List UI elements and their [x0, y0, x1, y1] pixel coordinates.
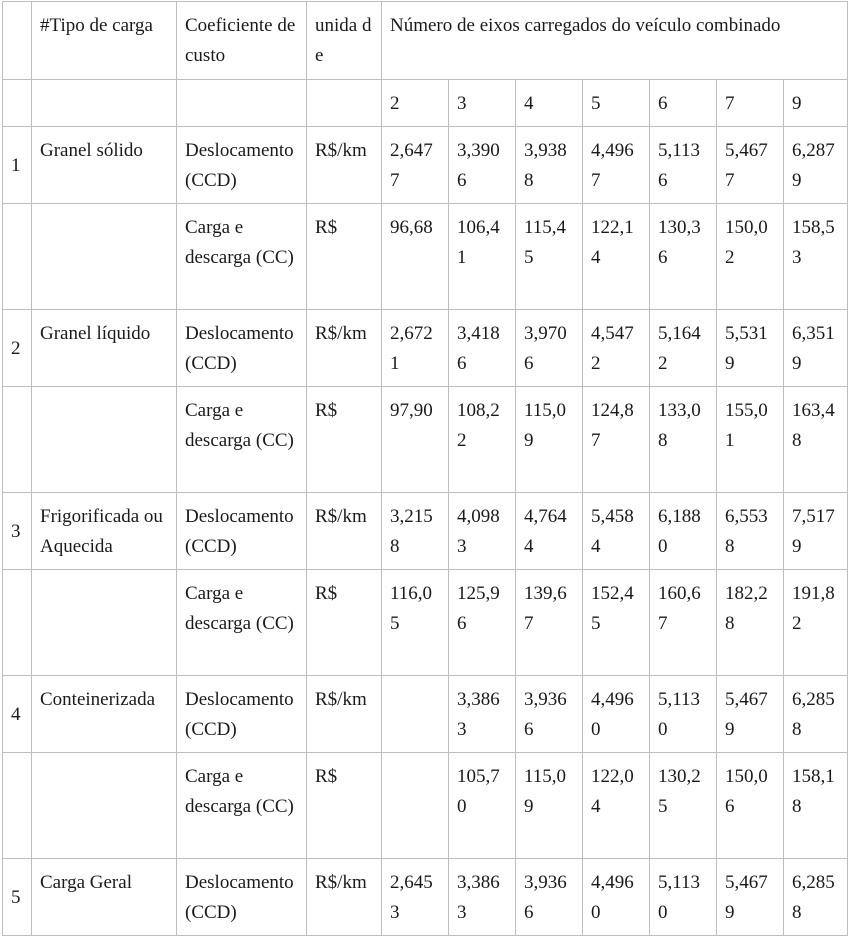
axle-number-cell: 3 [449, 80, 516, 127]
cost-value-cell: 3,9706 [516, 310, 583, 387]
cost-coefficient-cell: Deslocamento (CCD) [177, 127, 307, 204]
cost-value-cell: 5,4677 [717, 127, 784, 204]
data-row [3, 570, 848, 676]
data-row [3, 753, 848, 859]
cost-value-cell: 4,5472 [583, 310, 650, 387]
unit-cell: R$ [307, 204, 382, 310]
cargo-type-cell [32, 204, 177, 310]
cargo-type-cell: Granel líquido [32, 310, 177, 387]
cost-value-cell: 163,48 [784, 387, 848, 493]
data-row [3, 859, 848, 936]
cost-value-cell: 155,01 [717, 387, 784, 493]
table-body [3, 2, 848, 936]
cost-value-cell: 122,14 [583, 204, 650, 310]
cost-value-cell: 4,7644 [516, 493, 583, 570]
cost-value-cell: 158,18 [784, 753, 848, 859]
data-row [3, 493, 848, 570]
cost-value-cell: 150,02 [717, 204, 784, 310]
header-axle-count: Número de eixos carregados do veículo combinado [382, 2, 848, 80]
cost-value-cell [382, 753, 449, 859]
axle-number-row [3, 80, 848, 127]
row-number-cell [3, 753, 32, 859]
unit-cell: R$ [307, 570, 382, 676]
row-number-cell [3, 204, 32, 310]
row-number-cell: 5 [3, 859, 32, 936]
cargo-type-cell: Carga Geral [32, 859, 177, 936]
cost-value-cell: 191,82 [784, 570, 848, 676]
cost-value-cell: 5,1130 [650, 676, 717, 753]
axle-blank-cell [32, 80, 177, 127]
cost-value-cell: 150,06 [717, 753, 784, 859]
cost-value-cell: 96,68 [382, 204, 449, 310]
row-number-cell: 3 [3, 493, 32, 570]
cost-value-cell: 2,6721 [382, 310, 449, 387]
cost-value-cell: 115,45 [516, 204, 583, 310]
cost-value-cell: 108,22 [449, 387, 516, 493]
cost-value-cell: 106,41 [449, 204, 516, 310]
header-unit: unida de [307, 2, 382, 80]
cargo-type-cell [32, 570, 177, 676]
cost-value-cell: 6,1880 [650, 493, 717, 570]
cargo-type-cell [32, 387, 177, 493]
cost-value-cell: 5,5319 [717, 310, 784, 387]
cost-value-cell: 4,0983 [449, 493, 516, 570]
cost-value-cell: 124,87 [583, 387, 650, 493]
unit-cell: R$/km [307, 493, 382, 570]
row-number-cell [3, 570, 32, 676]
cost-value-cell: 5,4679 [717, 859, 784, 936]
header-cost-coefficient: Coeficiente de custo [177, 2, 307, 80]
row-number-cell: 1 [3, 127, 32, 204]
cost-value-cell: 4,4967 [583, 127, 650, 204]
unit-cell: R$/km [307, 310, 382, 387]
cost-coefficient-cell: Deslocamento (CCD) [177, 859, 307, 936]
unit-cell: R$/km [307, 127, 382, 204]
data-row [3, 310, 848, 387]
cost-value-cell: 3,3906 [449, 127, 516, 204]
unit-cell: R$/km [307, 859, 382, 936]
cost-value-cell: 139,67 [516, 570, 583, 676]
cost-value-cell: 158,53 [784, 204, 848, 310]
cost-coefficient-cell: Carga e descarga (CC) [177, 387, 307, 493]
row-number-cell: 2 [3, 310, 32, 387]
cost-value-cell: 152,45 [583, 570, 650, 676]
cost-value-cell: 116,05 [382, 570, 449, 676]
cost-value-cell: 125,96 [449, 570, 516, 676]
data-row [3, 676, 848, 753]
cost-coefficient-cell: Carga e descarga (CC) [177, 570, 307, 676]
unit-cell: R$/km [307, 676, 382, 753]
header-row [3, 2, 848, 80]
unit-cell: R$ [307, 387, 382, 493]
cost-value-cell: 5,1642 [650, 310, 717, 387]
axle-blank-cell [3, 80, 32, 127]
cost-value-cell: 5,4679 [717, 676, 784, 753]
data-row [3, 387, 848, 493]
header-blank-cell [3, 2, 32, 80]
cost-value-cell: 97,90 [382, 387, 449, 493]
axle-number-cell: 7 [717, 80, 784, 127]
cost-coefficient-cell: Carga e descarga (CC) [177, 753, 307, 859]
cost-value-cell [382, 676, 449, 753]
axle-blank-cell [307, 80, 382, 127]
row-number-cell: 4 [3, 676, 32, 753]
cost-coefficient-cell: Carga e descarga (CC) [177, 204, 307, 310]
axle-number-cell: 5 [583, 80, 650, 127]
cost-value-cell: 6,5538 [717, 493, 784, 570]
cost-value-cell: 182,28 [717, 570, 784, 676]
cost-value-cell: 3,9388 [516, 127, 583, 204]
axle-number-cell: 2 [382, 80, 449, 127]
axle-number-cell: 9 [784, 80, 848, 127]
freight-cost-table [2, 1, 848, 936]
cost-coefficient-cell: Deslocamento (CCD) [177, 676, 307, 753]
cost-value-cell: 160,67 [650, 570, 717, 676]
axle-number-cell: 6 [650, 80, 717, 127]
cost-value-cell: 3,2158 [382, 493, 449, 570]
cost-value-cell: 115,09 [516, 753, 583, 859]
header-cargo-type: #Tipo de carga [32, 2, 177, 80]
axle-number-cell: 4 [516, 80, 583, 127]
cost-value-cell: 6,3519 [784, 310, 848, 387]
cost-value-cell: 122,04 [583, 753, 650, 859]
cost-coefficient-cell: Deslocamento (CCD) [177, 310, 307, 387]
cost-value-cell: 3,9366 [516, 859, 583, 936]
unit-cell: R$ [307, 753, 382, 859]
axle-blank-cell [177, 80, 307, 127]
cost-value-cell: 3,3863 [449, 859, 516, 936]
data-row [3, 127, 848, 204]
cost-value-cell: 6,2858 [784, 676, 848, 753]
cargo-type-cell [32, 753, 177, 859]
cost-value-cell: 130,36 [650, 204, 717, 310]
cost-value-cell: 5,1130 [650, 859, 717, 936]
cost-value-cell: 5,4584 [583, 493, 650, 570]
cost-value-cell: 3,3863 [449, 676, 516, 753]
cost-value-cell: 130,25 [650, 753, 717, 859]
cost-value-cell: 115,09 [516, 387, 583, 493]
cost-value-cell: 3,4186 [449, 310, 516, 387]
cost-value-cell: 2,6453 [382, 859, 449, 936]
cargo-type-cell: Conteinerizada [32, 676, 177, 753]
cost-value-cell: 133,08 [650, 387, 717, 493]
cost-value-cell: 105,70 [449, 753, 516, 859]
cost-value-cell: 4,4960 [583, 676, 650, 753]
cost-value-cell: 3,9366 [516, 676, 583, 753]
cost-coefficient-cell: Deslocamento (CCD) [177, 493, 307, 570]
cost-value-cell: 2,6477 [382, 127, 449, 204]
data-row [3, 204, 848, 310]
cost-value-cell: 5,1136 [650, 127, 717, 204]
cargo-type-cell: Granel sólido [32, 127, 177, 204]
cost-value-cell: 6,2879 [784, 127, 848, 204]
row-number-cell [3, 387, 32, 493]
cost-value-cell: 6,2858 [784, 859, 848, 936]
cost-value-cell: 7,5179 [784, 493, 848, 570]
cost-value-cell: 4,4960 [583, 859, 650, 936]
cargo-type-cell: Frigorificada ou Aquecida [32, 493, 177, 570]
